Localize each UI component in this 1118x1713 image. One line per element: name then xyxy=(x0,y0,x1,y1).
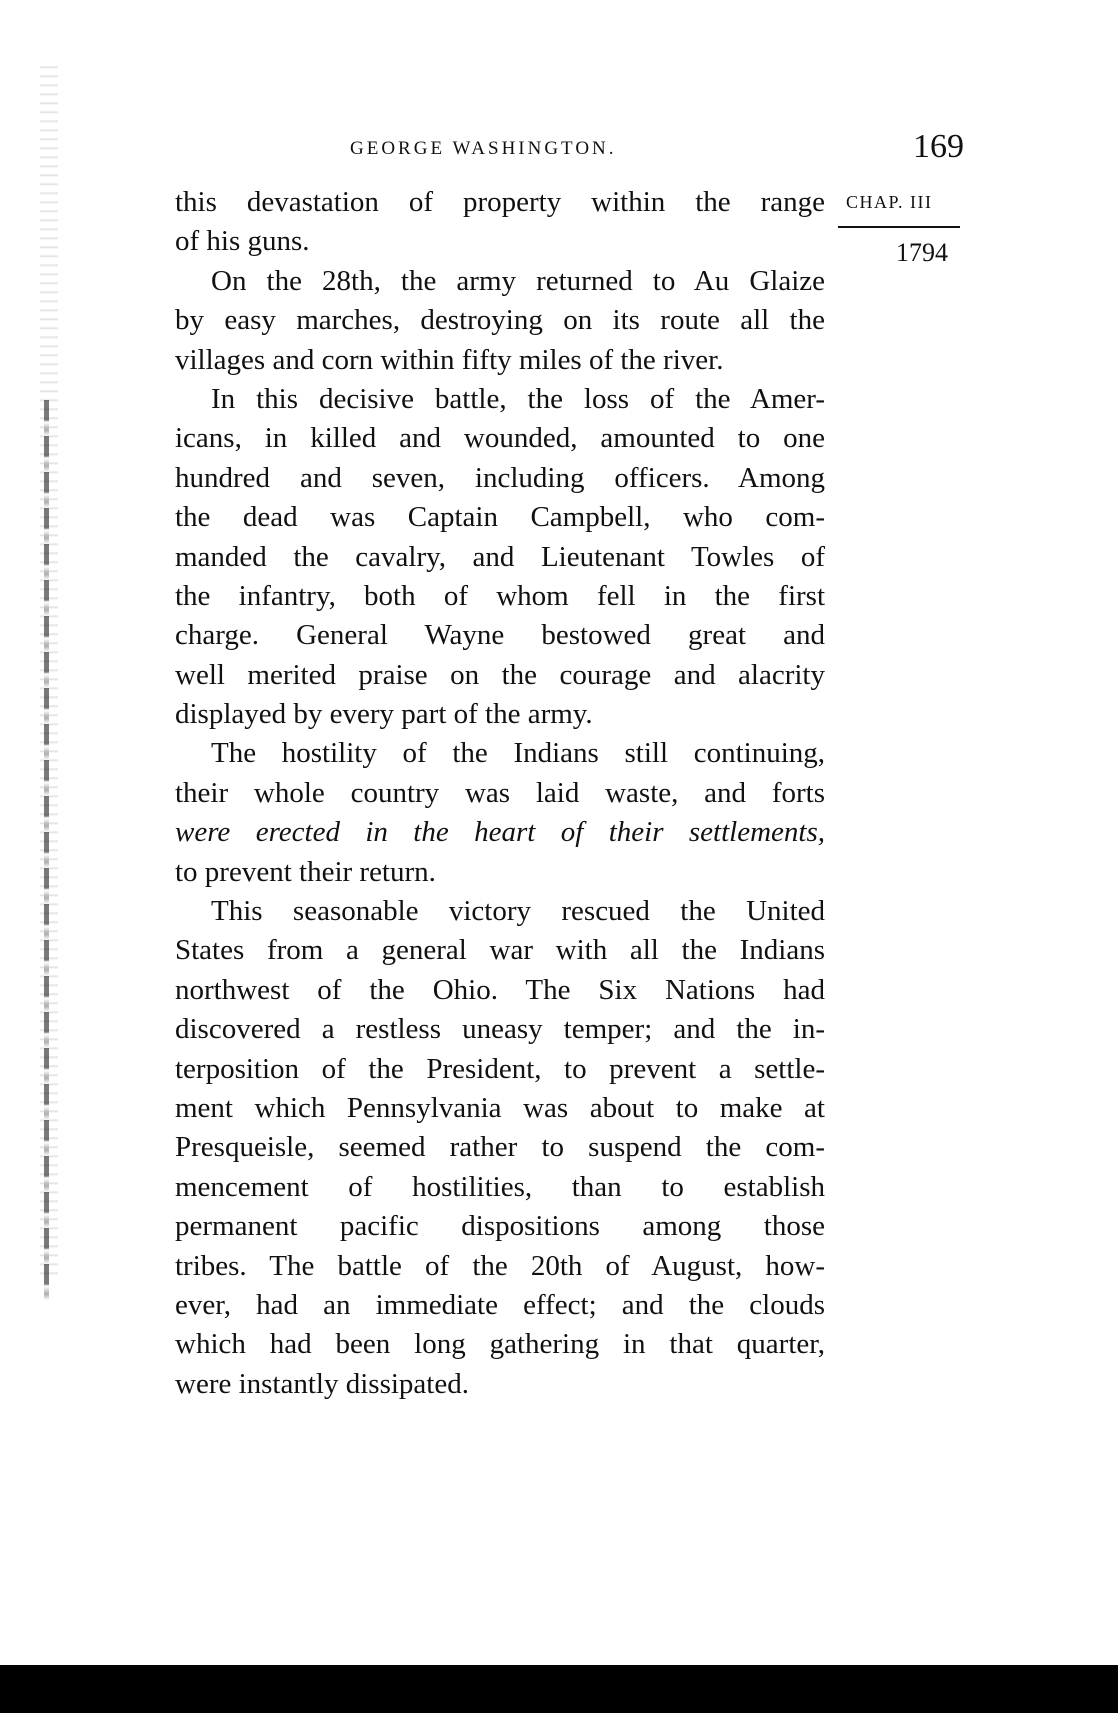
scan-page-edge-noise xyxy=(40,60,58,1280)
body-text xyxy=(175,183,825,1404)
text-line: northwest of the Ohio. The Six Nations had xyxy=(175,973,825,1006)
margin-rule xyxy=(838,226,960,228)
running-header: GEORGE WASHINGTON. xyxy=(350,138,617,159)
text-line: mencement of hostilities, than to establish xyxy=(175,1170,825,1203)
text-line: terposition of the President, to prevent a settle- xyxy=(175,1052,825,1085)
text-line: villages and corn within fifty miles of the river. xyxy=(175,343,724,376)
text-line: hundred and seven, including officers. Among xyxy=(175,461,825,494)
text-line: ment which Pennsylvania was about to make at xyxy=(175,1091,825,1124)
text-line: were instantly dissipated. xyxy=(175,1367,469,1400)
text-line: of his guns. xyxy=(175,225,310,258)
text-line: by easy marches, destroying on its route all the xyxy=(175,304,825,337)
text-line: this devastation of property within the range xyxy=(175,186,825,218)
text-line: well merited praise on the courage and alacrity xyxy=(175,658,825,691)
text-line: This seasonable victory rescued the United xyxy=(211,895,825,928)
text-line: which had been long gathering in that quarter, xyxy=(175,1328,825,1361)
text-line: icans, in killed and wounded, amounted to one xyxy=(175,422,825,455)
text-line: discovered a restless uneasy temper; and the in- xyxy=(175,1013,825,1046)
text-line: the infantry, both of whom fell in the first xyxy=(175,579,825,612)
text-line: States from a general war with all the Indians xyxy=(175,934,825,967)
margin-chapter-label: CHAP. III xyxy=(846,192,933,212)
text-line: ever, had an immediate effect; and the clouds xyxy=(175,1288,825,1321)
scan-bottom-border xyxy=(0,1665,1118,1713)
page-number: 169 xyxy=(913,128,964,165)
scan-binding-shadow xyxy=(44,400,49,1300)
text-line: permanent pacific dispositions among those xyxy=(175,1210,825,1243)
margin-year: 1794 xyxy=(896,238,948,267)
text-line: to prevent their return. xyxy=(175,855,436,888)
text-line: In this decisive battle, the loss of the Amer- xyxy=(211,382,825,415)
text-line: On the 28th, the army returned to Au Glaize xyxy=(211,264,825,297)
text-line: manded the cavalry, and Lieutenant Towles of xyxy=(175,540,825,573)
text-line: The hostility of the Indians still continuing, xyxy=(211,737,825,770)
text-line: were erected in the heart of their settlements, xyxy=(175,816,825,849)
text-line: their whole country was laid waste, and forts xyxy=(175,776,825,809)
text-line: Presqueisle, seemed rather to suspend the com- xyxy=(175,1131,825,1164)
text-line: charge. General Wayne bestowed great and xyxy=(175,619,825,652)
text-line: displayed by every part of the army. xyxy=(175,698,593,731)
text-line: the dead was Captain Campbell, who com- xyxy=(175,501,825,534)
text-line: tribes. The battle of the 20th of August, how- xyxy=(175,1249,825,1282)
